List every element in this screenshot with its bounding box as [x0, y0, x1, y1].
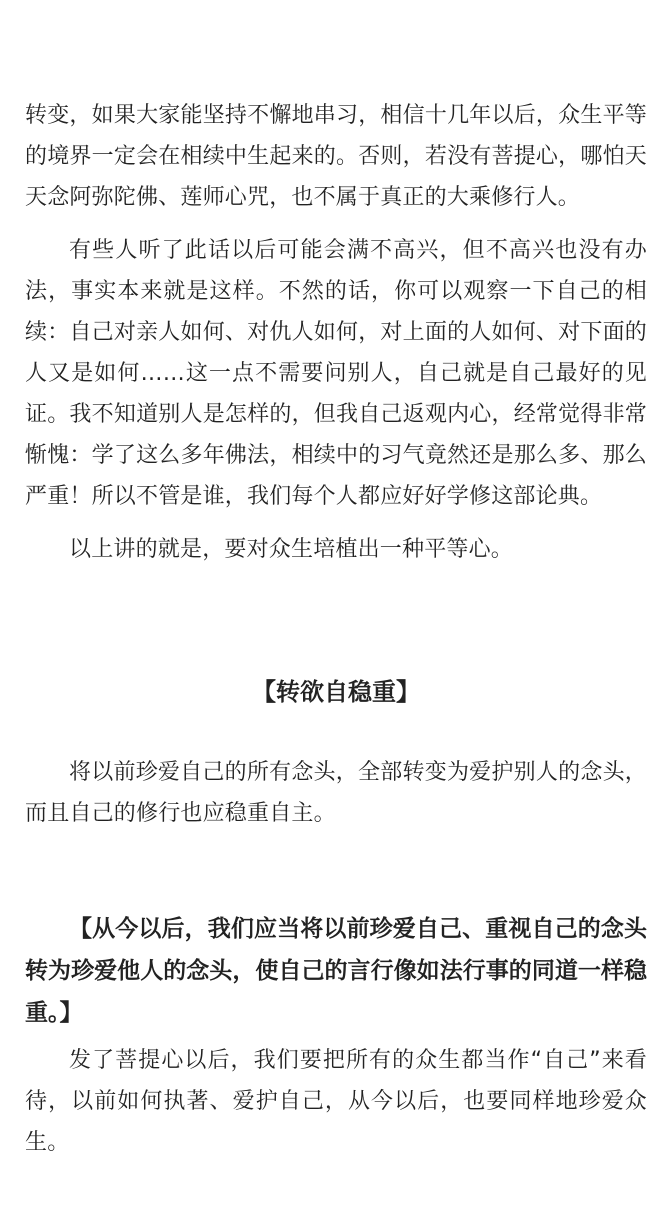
paragraph-4: 将以前珍爱自己的所有念头，全部转变为爱护别人的念头，而且自己的修行也应稳重自主。	[25, 760, 647, 826]
verse-quote: 【从今以后，我们应当将以前珍爱自己、重视自己的念头转为珍爱他人的念头，使自己的言行像如法行事的同道一样稳重。】	[25, 915, 647, 1026]
section-heading: 【转欲自稳重】	[252, 677, 420, 706]
paragraph-1: 转变，如果大家能坚持不懈地串习，相信十几年以后，众生平等的境界一定会在相续中生起来的。否则，若没有菩提心，哪怕天天念阿弥陀佛、莲师心咒，也不属于真正的大乘修行人。	[25, 103, 647, 210]
article-body	[25, 95, 647, 1163]
paragraph-2: 有些人听了此话以后可能会满不高兴，但不高兴也没有办法，事实本来就是这样。不然的话，你可以观察一下自己的相续：自己对亲人如何、对仇人如何，对上面的人如何、对下面的人又是如何……这一点不需要问别人，自己就是自己最好的见证。我不知道别人是怎样的，但我自己返观内心，经常觉得非常惭愧：学了这么多年佛法，相续中的习气竟然还是那么多、那么严重！所以不管是谁，我们每个人都应好好学修这部论典。	[25, 238, 647, 509]
paragraph-5: 发了菩提心以后，我们要把所有的众生都当作“自己”来看待，以前如何执著、爱护自己，从今以后，也要同样地珍爱众生。	[25, 1048, 647, 1155]
paragraph-3: 以上讲的就是，要对众生培植出一种平等心。	[69, 537, 514, 562]
